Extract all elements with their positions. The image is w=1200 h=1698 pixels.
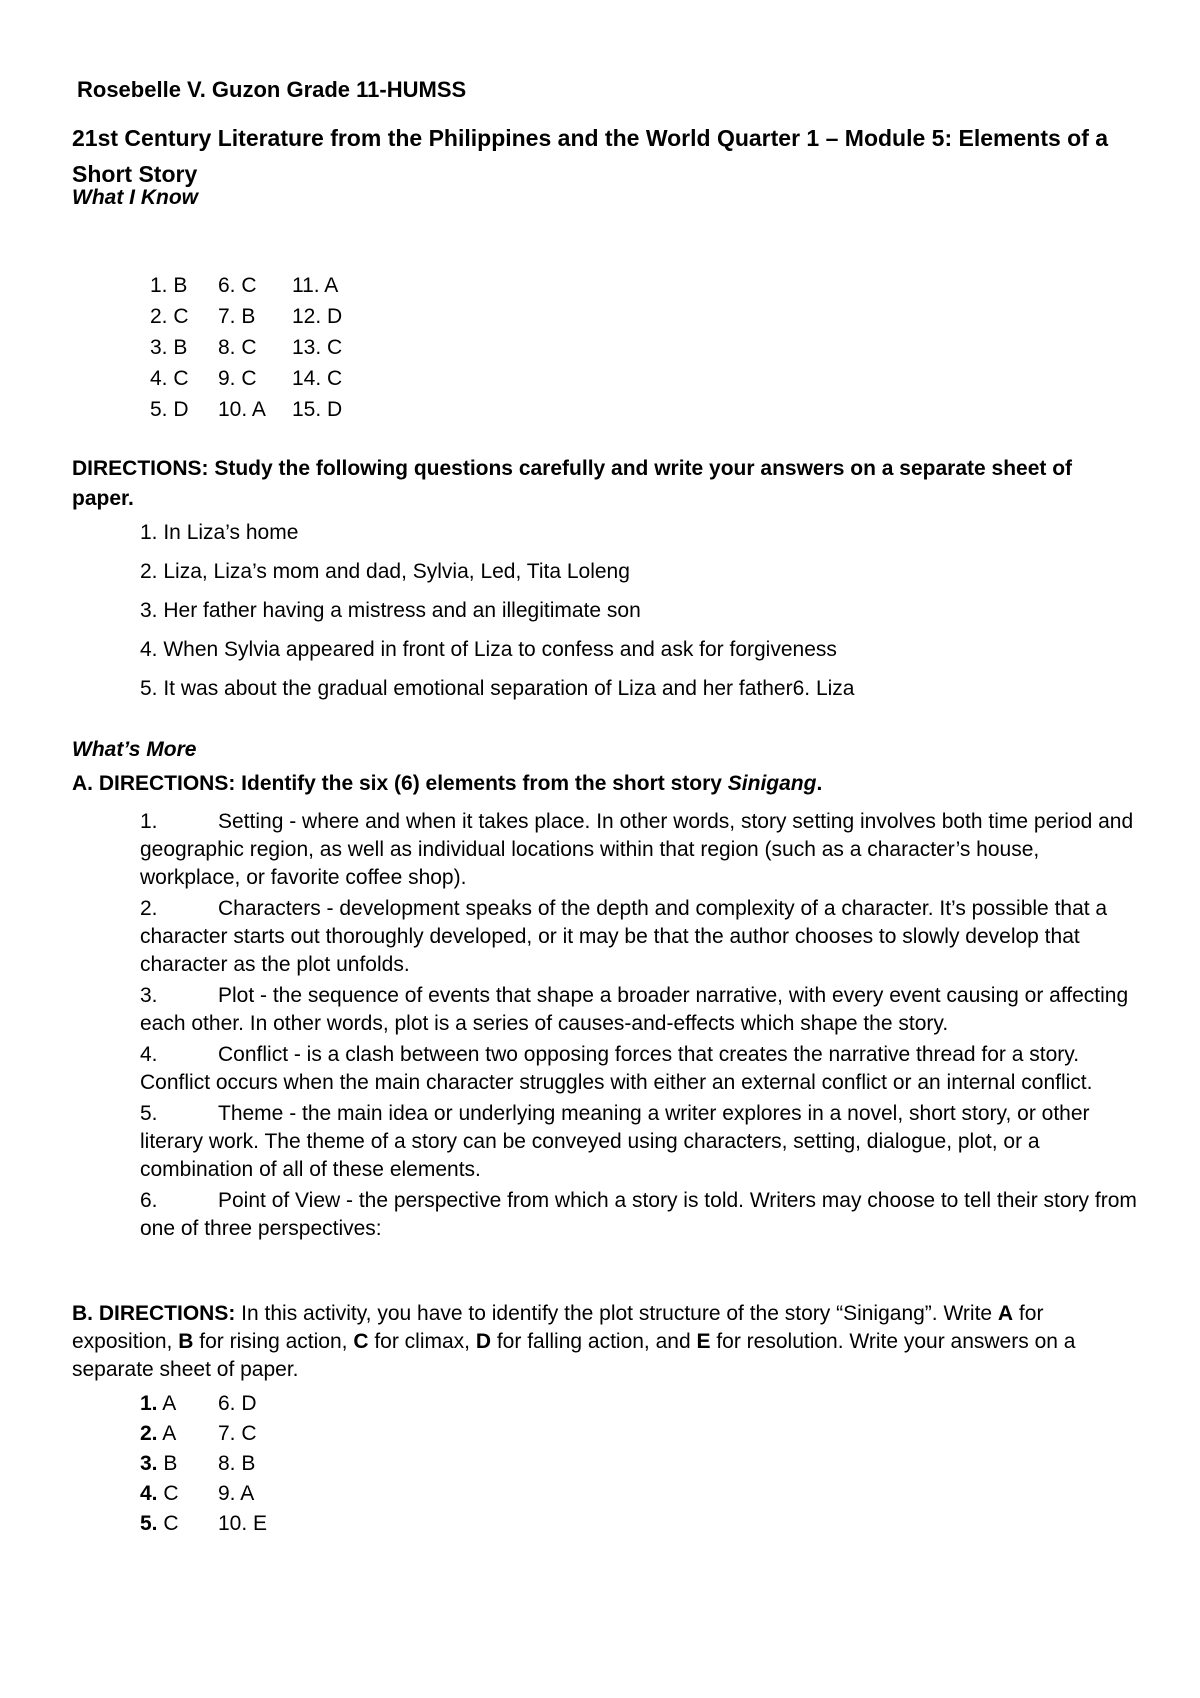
plot-key-letter: D	[475, 1330, 492, 1353]
plot-answer-number: 4.	[140, 1482, 158, 1505]
a-directions	[72, 770, 822, 797]
section-heading-what-i-know: What I Know	[72, 186, 198, 209]
element-number: 3.	[140, 984, 158, 1007]
plot-answer-number: 3.	[140, 1452, 158, 1475]
answer-key-item: 7. B	[218, 305, 256, 328]
plot-answer-number: 1.	[140, 1392, 158, 1415]
element-text: Conflict - is a clash between two opposing forces that creates the narrative thread for a story. Conflict occurs when the main character struggles with either an external conflict or an internal conflict.	[140, 1043, 1093, 1094]
element-number: 4.	[140, 1043, 158, 1066]
b-directions-text: In this activity, you have to identify the plot structure of the story “Sinigang”. Write	[235, 1302, 998, 1325]
element-text: Plot - the sequence of events that shape a broader narrative, with every event causing or affecting each other. In other words, plot is a series of causes-and-effects which shape the story.	[140, 984, 1129, 1035]
plot-answer: 10. E	[218, 1512, 268, 1535]
directions-paragraph: DIRECTIONS: Study the following questions carefully and write your answers on a separate sheet of paper.	[72, 457, 1073, 510]
question-answer: 4. When Sylvia appeared in front of Liza to confess and ask for forgiveness	[140, 638, 837, 661]
answer-key-item: 6. C	[218, 274, 257, 297]
plot-answer-value: A	[157, 1392, 177, 1415]
element-number: 5.	[140, 1102, 158, 1125]
plot-answer: 6. D	[218, 1392, 257, 1415]
answer-key-item: 15. D	[292, 398, 343, 421]
plot-answer	[140, 1450, 218, 1478]
story-element-item	[140, 1187, 1140, 1243]
question-answers-list	[140, 518, 854, 713]
plot-answer-number: 2.	[140, 1422, 158, 1445]
question-answer: 1. In Liza’s home	[140, 521, 299, 544]
plot-answer	[140, 1420, 218, 1448]
answer-key-item: 3. B	[150, 336, 188, 359]
answer-key-item: 11. A	[292, 274, 339, 297]
story-element-item	[140, 1041, 1140, 1097]
b-directions-text: for resolution. Write your answers on a separate sheet of paper.	[72, 1330, 1076, 1381]
plot-answer-value: B	[157, 1452, 178, 1475]
answer-key-grid	[150, 272, 362, 424]
element-text: Point of View - the perspective from which a story is told. Writers may choose to tell their story from one of three perspectives:	[140, 1189, 1137, 1240]
plot-answer	[140, 1510, 218, 1538]
answer-key-item: 4. C	[150, 367, 189, 390]
element-text: Setting - where and when it takes place. In other words, story setting involves both time period and geographic region, as well as individual locations within that region (such as a character’s house, workplace, or favorite coffee shop).	[140, 810, 1134, 889]
element-number: 2.	[140, 897, 158, 920]
answer-key-item: 1. B	[150, 274, 188, 297]
author-line: Rosebelle V. Guzon Grade 11-HUMSS	[77, 77, 467, 102]
element-text: Theme - the main idea or underlying meaning a writer explores in a novel, short story, or other literary work. The theme of a story can be conveyed using characters, setting, dialogue, plot, or a combination of all of these elements.	[140, 1102, 1090, 1181]
element-number: 6.	[140, 1189, 158, 1212]
answer-key-item: 2. C	[150, 305, 189, 328]
answer-key-item: 9. C	[218, 367, 257, 390]
b-directions-text: for rising action,	[193, 1330, 354, 1353]
plot-key-letter: C	[353, 1330, 369, 1353]
document-title: 21st Century Literature from the Philippines and the World Quarter 1 – Module 5: Elements of a Short Story	[72, 125, 1109, 187]
element-text: Characters - development speaks of the depth and complexity of a character. It’s possible that a character starts out thoroughly developed, or it may be that the author chooses to slowly develop that character as the plot unfolds.	[140, 897, 1108, 976]
plot-key-letter: B	[178, 1330, 194, 1353]
plot-answer	[140, 1390, 218, 1418]
question-answer: 5. It was about the gradual emotional separation of Liza and her father6. Liza	[140, 677, 855, 700]
element-number: 1.	[140, 810, 158, 833]
story-element-item	[140, 982, 1140, 1038]
answer-key-item: 13. C	[292, 336, 343, 359]
plot-answer-number: 5.	[140, 1512, 158, 1535]
story-element-item	[140, 808, 1140, 892]
question-answer: 3. Her father having a mistress and an illegitimate son	[140, 599, 641, 622]
plot-answer-value: C	[157, 1512, 179, 1535]
question-answer: 2. Liza, Liza’s mom and dad, Sylvia, Led, Tita Loleng	[140, 560, 630, 583]
b-directions-label: B. DIRECTIONS:	[72, 1302, 236, 1325]
answer-key-item: 8. C	[218, 336, 257, 359]
a-directions-text: A. DIRECTIONS: Identify the six (6) elements from the short story	[72, 772, 728, 795]
story-title: Sinigang	[727, 772, 817, 795]
plot-answers-grid	[140, 1390, 298, 1538]
plot-answer-value: A	[157, 1422, 177, 1445]
plot-key-letter: E	[696, 1330, 711, 1353]
answer-key-item: 12. D	[292, 305, 343, 328]
b-directions-text: for falling action, and	[491, 1330, 697, 1353]
plot-answer	[140, 1480, 218, 1508]
answer-key-item: 10. A	[218, 398, 266, 421]
plot-key-letter: A	[997, 1302, 1014, 1325]
answer-key-item: 5. D	[150, 398, 189, 421]
plot-answer: 7. C	[218, 1422, 257, 1445]
a-directions-end: .	[816, 772, 823, 795]
b-directions-paragraph	[72, 1300, 1142, 1384]
plot-answer: 9. A	[218, 1482, 255, 1505]
story-element-item	[140, 1100, 1140, 1184]
b-directions-text: for climax,	[368, 1330, 476, 1353]
section-heading-whats-more: What’s More	[72, 738, 197, 761]
b-directions-text: for exposition,	[72, 1302, 1044, 1353]
plot-answer-value: C	[157, 1482, 179, 1505]
plot-answer: 8. B	[218, 1452, 256, 1475]
story-element-item	[140, 895, 1140, 979]
story-elements-list	[140, 808, 1140, 1246]
answer-key-item: 14. C	[292, 367, 343, 390]
